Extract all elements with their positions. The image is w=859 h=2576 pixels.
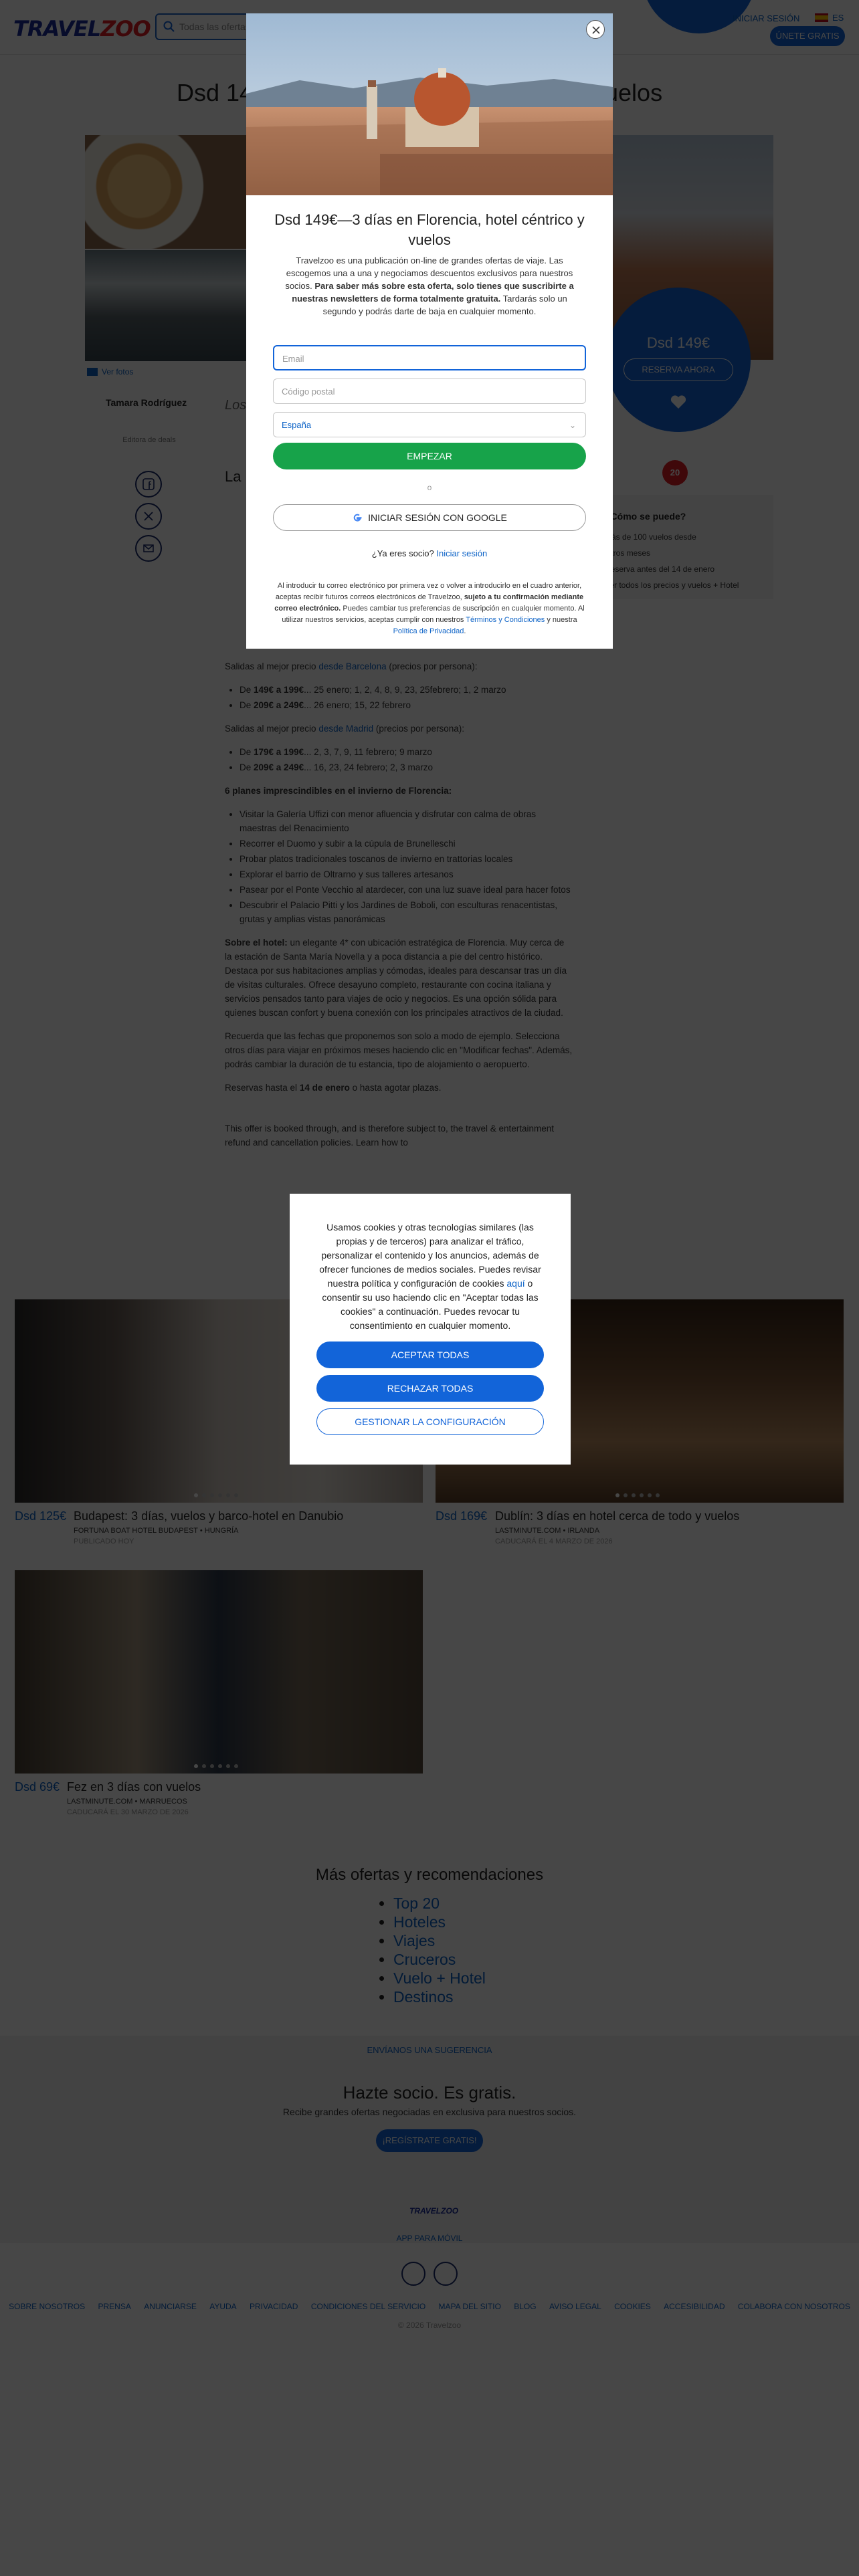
email-field[interactable]: Email: [273, 345, 586, 370]
cookie-text: Usamos cookies y otras tecnologías similares (las propias y de terceros) para analizar el tráfico, personalizar el contenido y los anuncios, además de ofrecer funciones de medios sociales. Puedes revisar nuestra política y configuración de cookies aquí o consentir su uso haciendo clic en "Aceptar todas las cookies" a continuación. Puedes revocar tu consentimiento en cualquier momento.: [319, 1222, 541, 1331]
start-button[interactable]: EMPEZAR: [273, 443, 586, 469]
chevron-down-icon: ⌄: [569, 421, 576, 430]
google-icon: [352, 512, 363, 523]
cookie-dialog: [290, 1194, 571, 1465]
modal-title: Dsd 149€—3 días en Florencia, hotel céntrico y vuelos: [274, 211, 585, 248]
privacy-link[interactable]: Política de Privacidad: [393, 627, 464, 635]
reject-cookies-button[interactable]: RECHAZAR TODAS: [316, 1375, 544, 1402]
already-member: ¿Ya eres socio? Iniciar sesión: [371, 548, 488, 558]
close-icon: [587, 21, 605, 39]
login-link[interactable]: Iniciar sesión: [436, 548, 488, 558]
manage-cookies-button[interactable]: GESTIONAR LA CONFIGURACIÓN: [316, 1408, 544, 1435]
terms-link[interactable]: Términos y Condiciones: [466, 616, 545, 624]
google-signin-button[interactable]: INICIAR SESIÓN CON GOOGLE: [273, 504, 586, 531]
close-button[interactable]: [586, 20, 605, 39]
postal-code-field[interactable]: Código postal: [273, 379, 586, 404]
legal-text: Al introducir tu correo electrónico por primera vez o volver a introducirlo en el cuadro anterior, aceptas recibir futuros correos electrónicos de Travelzoo, sujeto a tu confirmación mediante correo electrónico. Puedes cambiar tus preferencias de suscripción en cualquier momento. Al utilizar nuestros servicios, aceptas cumplir con nuestros Términos y Condiciones y nuestra Política de Privacidad.: [274, 582, 585, 635]
florence-cathedral-photo: [246, 13, 613, 195]
modal-intro: Travelzoo es una publicación on-line de grandes ofertas de viaje. Las escogemos una a una y negociamos descuentos exclusivos para nuestros socios. Para saber más sobre esta oferta, solo tienes que suscribirte a nuestras newsletters de forma totalmente gratuita. Tardarás solo un segundo y podrás darte de baja en cualquier momento.: [285, 255, 574, 316]
signup-modal: [246, 13, 613, 649]
accept-cookies-button[interactable]: ACEPTAR TODAS: [316, 1341, 544, 1368]
or-divider: o: [427, 483, 432, 492]
cookie-policy-link[interactable]: aquí: [506, 1278, 525, 1289]
country-select[interactable]: España ⌄: [273, 412, 586, 437]
